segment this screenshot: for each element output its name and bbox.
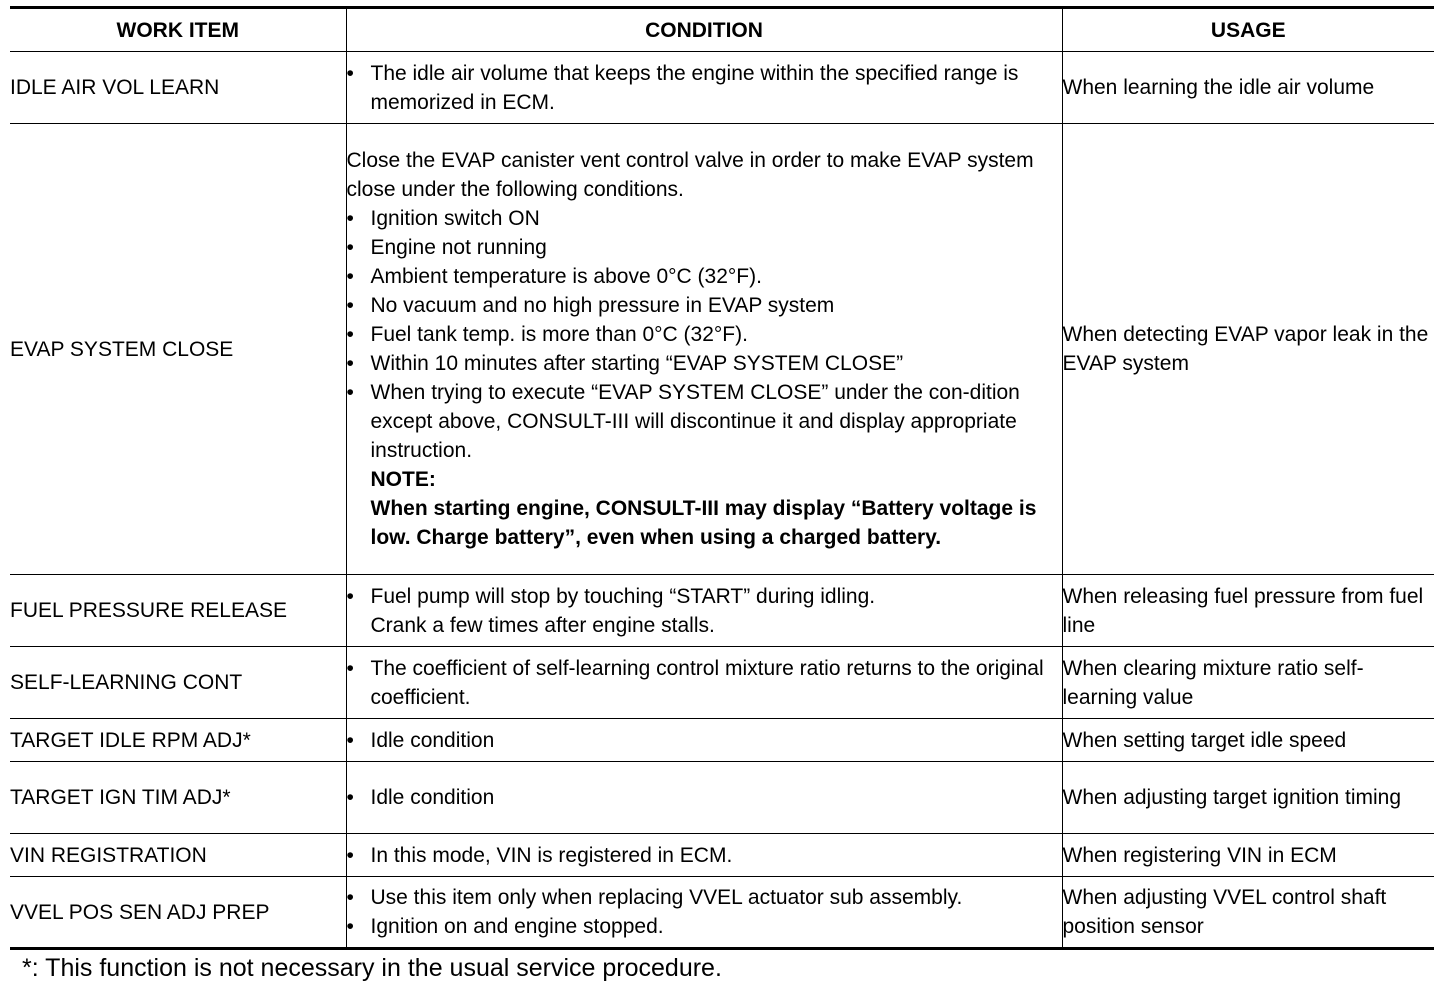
table-row: [10, 52, 1434, 124]
usage-cell: When detecting EVAP vapor leak in the EVAP system: [1062, 124, 1434, 575]
condition-intro: Close the EVAP canister vent control valve in order to make EVAP system close under the following conditions.: [346, 149, 1034, 201]
condition-list: [347, 841, 1062, 870]
condition-cell: [346, 877, 1062, 949]
work-item-cell: EVAP SYSTEM CLOSE: [10, 124, 346, 575]
condition-bullet: • Ignition on and engine stopped.: [347, 912, 1062, 941]
work-item-cell: VIN REGISTRATION: [10, 834, 346, 877]
condition-bullet: • When trying to execute “EVAP SYSTEM CLOSE” under the con-dition except above, CONSULT-III will discontinue it and display appropriate instruction.: [347, 378, 1062, 465]
condition-bullet: • Within 10 minutes after starting “EVAP SYSTEM CLOSE”: [347, 349, 1062, 378]
work-item-cell: VVEL POS SEN ADJ PREP: [10, 877, 346, 949]
condition-bullet: • Idle condition: [347, 726, 1062, 755]
table-row: [10, 719, 1434, 762]
table-row: [10, 877, 1434, 949]
note-text: When starting engine, CONSULT-III may display “Battery voltage is low. Charge battery”, even when using a charged battery.: [370, 497, 1037, 549]
condition-bullet: • No vacuum and no high pressure in EVAP system: [347, 291, 1062, 320]
condition-bullet: • In this mode, VIN is registered in ECM.: [347, 841, 1062, 870]
condition-cell: [346, 762, 1062, 834]
condition-cell: [346, 124, 1062, 575]
footnote: *: This function is not necessary in the usual service procedure.: [22, 954, 722, 982]
work-item-cell: TARGET IGN TIM ADJ*: [10, 762, 346, 834]
header-condition: CONDITION: [346, 8, 1062, 52]
work-item-cell: IDLE AIR VOL LEARN: [10, 52, 346, 124]
usage-cell: When setting target idle speed: [1062, 719, 1434, 762]
work-item-cell: SELF-LEARNING CONT: [10, 647, 346, 719]
condition-bullet: • Engine not running: [347, 233, 1062, 262]
table-row: [10, 575, 1434, 647]
condition-cell: [346, 52, 1062, 124]
condition-cell: [346, 647, 1062, 719]
condition-list: [347, 582, 1062, 611]
table-row: [10, 762, 1434, 834]
condition-list: [347, 783, 1062, 812]
condition-bullet: • Use this item only when replacing VVEL actuator sub assembly.: [347, 883, 1062, 912]
condition-bullet: • The coefficient of self-learning control mixture ratio returns to the original coefficient.: [347, 654, 1062, 712]
condition-bullet: • Ignition switch ON: [347, 204, 1062, 233]
table-row: [10, 124, 1434, 575]
work-item-table: [10, 6, 1434, 950]
usage-cell: When clearing mixture ratio self-learning value: [1062, 647, 1434, 719]
condition-cell: [346, 719, 1062, 762]
usage-cell: When adjusting target ignition timing: [1062, 762, 1434, 834]
condition-list: [347, 883, 1062, 941]
header-work-item: WORK ITEM: [10, 8, 346, 52]
work-item-cell: TARGET IDLE RPM ADJ*: [10, 719, 346, 762]
work-item-table-container: [10, 6, 1434, 950]
condition-bullet: • Idle condition: [347, 783, 1062, 812]
usage-cell: When releasing fuel pressure from fuel line: [1062, 575, 1434, 647]
work-item-cell: FUEL PRESSURE RELEASE: [10, 575, 346, 647]
table-row: [10, 647, 1434, 719]
condition-bullet: • Fuel pump will stop by touching “START” during idling.: [347, 582, 1062, 611]
condition-extra: Crank a few times after engine stalls.: [370, 613, 715, 637]
usage-cell: When adjusting VVEL control shaft position sensor: [1062, 877, 1434, 949]
condition-list: [347, 59, 1062, 117]
condition-bullet: • The idle air volume that keeps the engine within the specified range is memorized in ECM.: [347, 59, 1062, 117]
condition-list: [347, 204, 1062, 465]
condition-list: [347, 654, 1062, 712]
table-header-row: [10, 8, 1434, 52]
condition-list: [347, 726, 1062, 755]
condition-bullet: • Ambient temperature is above 0°C (32°F).: [347, 262, 1062, 291]
usage-cell: When learning the idle air volume: [1062, 52, 1434, 124]
table-row: [10, 834, 1434, 877]
usage-cell: When registering VIN in ECM: [1062, 834, 1434, 877]
condition-cell: [346, 834, 1062, 877]
note-label: NOTE:: [370, 468, 436, 491]
header-usage: USAGE: [1062, 8, 1434, 52]
condition-cell: [346, 575, 1062, 647]
condition-bullet: • Fuel tank temp. is more than 0°C (32°F).: [347, 320, 1062, 349]
